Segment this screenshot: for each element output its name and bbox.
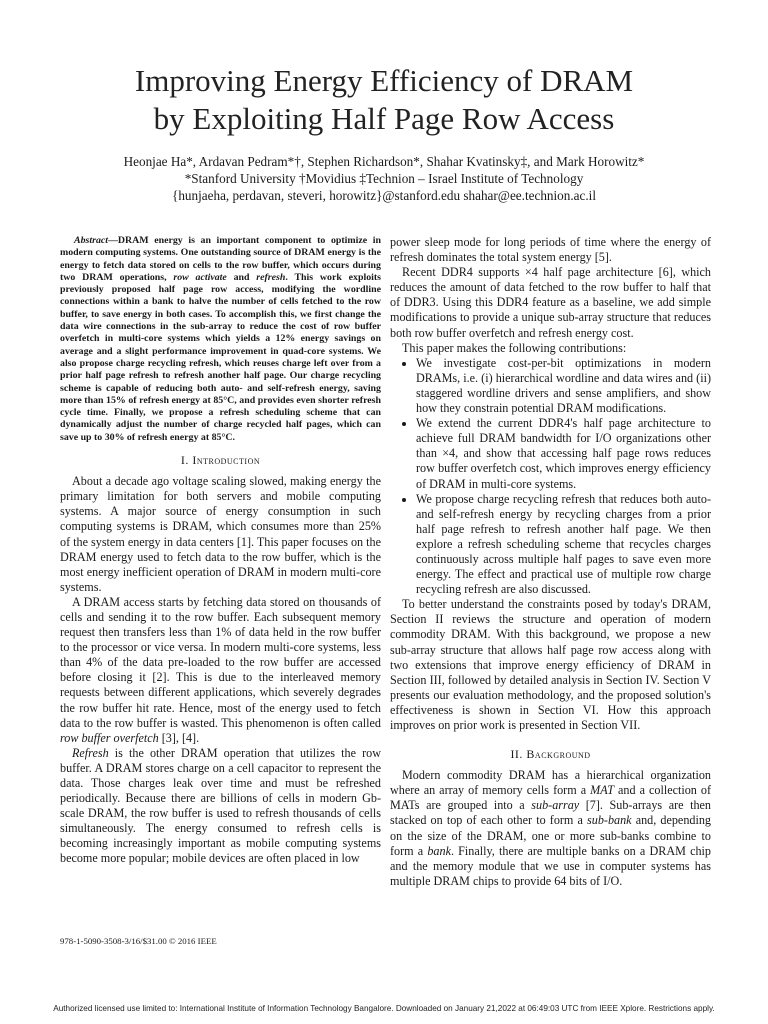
abstract-text-3: . This work exploits previously proposed half page row access, modifying the wordline connections within a bank to halve the number of cells fetched to the row buffer, to save energy in both cases. To accomplish this, we first change the data wire connections in the sub-array to reduce the cost of row buffer overfetch in multi-core systems which yields a 12% energy savings on average and a slight performance improvement in quad-core systems. We also propose charge recycling refresh, which reuses charge left over from a prior half page refresh to refresh another half page. Our charge recycling scheme is capable of reducing both auto- and self-refresh energy, saving more than 15% of refresh energy at 85°C, and provides even shorter refresh cycle time. Finally, we propose a refresh scheduling scheme that can dynamically adjust the number of charge recycled half pages, which can save up to 30% of refresh energy at 85°C. xyxy=(60,271,382,443)
left-column xyxy=(60,235,381,867)
abstract-lead: Abstract xyxy=(74,235,109,246)
right-column xyxy=(390,235,711,889)
right-paragraph-3: This paper makes the following contributions: xyxy=(402,340,627,355)
author-affiliations: *Stanford University †Movidius ‡Technion – Israel Institute of Technology xyxy=(184,171,584,186)
intro-p3-em: Refresh xyxy=(72,745,109,760)
bg-text-b: and a collection of MATs are grouped into a xyxy=(390,783,711,813)
intro-paragraph-3 xyxy=(60,746,381,867)
list-item: • We extend the current DDR4's half page architecture to achieve full DRAM bandwidth for I/O organizations other than ×4, and show that accessing half page rows reduces row buffer overfetch cost, which improves energy efficiency of DRAM in multi-core systems. xyxy=(416,416,711,491)
intro-paragraph-2 xyxy=(60,595,381,746)
title-line-1: Improving Energy Efficiency of DRAM xyxy=(134,63,634,98)
bg-em-subbank: sub-bank xyxy=(587,813,632,828)
copyright-notice: 978-1-5090-3508-3/16/$31.00 © 2016 IEEE xyxy=(60,936,217,946)
abstract-text-1: —DRAM energy is an important component to optimize in modern computing systems. One outstanding source of DRAM energy is the energy to fetch data stored on cells to the row buffer, which occurs during two DRAM operations, xyxy=(60,235,381,283)
section-heading-background: II. Background xyxy=(510,747,591,762)
bg-em-mat: MAT xyxy=(590,783,614,798)
abstract-em-row-activate: row activate xyxy=(173,271,227,283)
bg-em-bank: bank xyxy=(427,843,451,858)
intro-p2-em: row buffer overfetch xyxy=(60,730,159,745)
intro-p2-end: [3], [4]. xyxy=(158,730,200,745)
contribution-list xyxy=(390,356,711,598)
list-item: • We propose charge recycling refresh that reduces both auto- and self-refresh energy by recycling charges from a prior half page refresh to refresh another half page. We then explore a refresh scheduling scheme that recycles charges continuously across multiple half pages to save even more energy. The effect and practical use of multiple row charge recycling refresh are also discussed. xyxy=(416,492,711,598)
right-paragraph-4: To better understand the constraints posed by today's DRAM, Section II reviews the structure and operation of modern commodity DRAM. With this background, we propose a new sub-array structure that allows half page row access along with two extensions that improve energy efficiency of DRAM in Section III, followed by detailed analysis in Section IV. Section V presents our evaluation methodology, and the proposed solution's effectiveness is shown in Section VI. How this approach improves on prior work is presented in Section VII. xyxy=(390,597,711,732)
paper-title xyxy=(40,62,728,138)
abstract-text-2: and xyxy=(226,271,257,283)
right-paragraph-1: power sleep mode for long periods of time where the energy of refresh dominates the total system energy [5]. xyxy=(390,235,711,265)
abstract-em-refresh: refresh xyxy=(256,271,286,283)
background-paragraph-1 xyxy=(390,768,711,889)
bg-em-subarray: sub-array xyxy=(531,798,580,813)
intro-p2-text: A DRAM access starts by fetching data stored on thousands of cells and sending it to the row buffer. Each subsequent memory request then transfers less than 1% of data held in the row buffer to the processor or vice versa. In modern multi-core systems, less than 4% of the data pre-loaded to the row buffer are accessed before closing it [2]. This is due to the interleaved memory requests between different applications, which severely degrades the row buffer hit rate. Hence, most of the energy used to fetch data to the row buffer is wasted. This phenomenon is often called xyxy=(60,594,381,730)
author-names: Heonjae Ha*, Ardavan Pedram*†, Stephen Richardson*, Shahar Kvatinsky‡, and Mark Horowitz* xyxy=(123,154,645,169)
title-line-2: by Exploiting Half Page Row Access xyxy=(153,101,615,136)
bg-text-d: and, depending on the size of the DRAM, one or more sub-banks combine to form a xyxy=(390,813,711,858)
abstract xyxy=(60,235,381,444)
bg-text-c: [7]. Sub-arrays are then stacked on top of each other to form a xyxy=(390,798,711,828)
right-paragraph-2: Recent DDR4 supports ×4 half page architecture [6], which reduces the amount of data fetched to the row buffer to half that of DDR3. Using this DDR4 feature as a baseline, we add simple modifications to provide a unique sub-array structure that reduces both row buffer overfetch and refresh energy cost. xyxy=(390,265,711,340)
author-emails: {hunjaeha, perdavan, steveri, horowitz}@stanford.edu shahar@ee.technion.ac.il xyxy=(172,188,596,203)
section-heading-introduction: I. Introduction xyxy=(180,453,261,468)
list-item: • We investigate cost-per-bit optimizations in modern DRAMs, i.e. (i) hierarchical wordline and data wires and (ii) staggered wordline drivers and sense amplifiers, and show how they constrain potential DRAM modifications. xyxy=(416,356,711,416)
author-block xyxy=(40,153,728,204)
intro-paragraph-1: About a decade ago voltage scaling slowed, making energy the primary limitation for both servers and mobile computing systems. A major source of energy consumption in such computing systems is DRAM, which consumes more than 25% of the system energy in data centers [1]. This paper focuses on the DRAM energy used to fetch data to the row buffer, which is the most energy inefficient operation of DRAM in modern multi-core systems. xyxy=(60,474,381,594)
license-footer: Authorized licensed use limited to: International Institute of Information Technology Bangalore. Downloaded on January 21,2022 at 06:49:03 UTC from IEEE Xplore. Restrictions apply. xyxy=(53,1004,715,1013)
bg-text-e: . Finally, there are multiple banks on a DRAM chip and the memory module that we use in computer systems has multiple DRAM chips to provide 64 bits of I/O. xyxy=(390,843,712,888)
bg-text-a: Modern commodity DRAM has a hierarchical organization where an array of memory cells form a xyxy=(390,768,711,798)
intro-p3-text: is the other DRAM operation that utilizes the row buffer. A DRAM stores charge on a cell capacitor to represent the data. Those charges leak over time and must be refreshed periodically. Because there are billions of cells in modern Gb-scale DRAM, the row buffer is used to refresh thousands of cells simultaneously. The energy consumed to refresh cells is becoming increasingly important as mobile computing systems become more popular; mobile devices are often placed in low xyxy=(60,745,381,866)
